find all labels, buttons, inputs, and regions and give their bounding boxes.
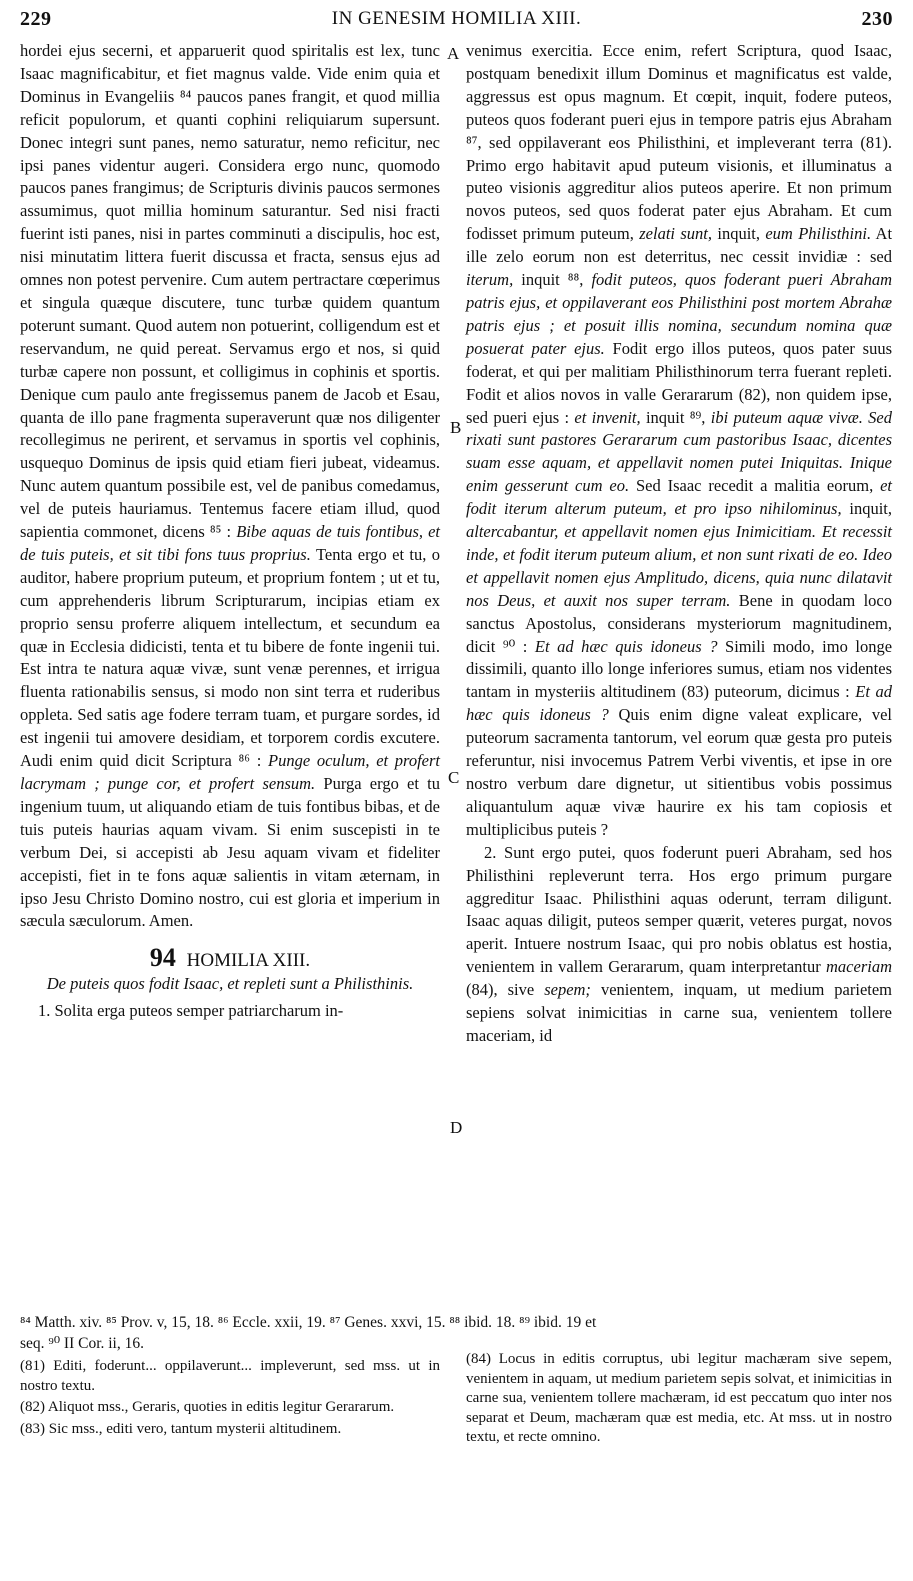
right-text-b: inquit, xyxy=(717,224,760,244)
homily-number: 94 xyxy=(149,943,176,973)
editorial-notes-right xyxy=(466,1350,892,1450)
right-text-k: Quis enim digne valeat explicare, vel puteorum sacramenta tantorum, vel eorum quæ gesta pro puteis referuntur, nisi invocemus Patrem Verbi viventis, et ipse in ore nostro verbum dare dignetur, ut sitientibus vobis possimus aliquantulum aquæ vivæ haurire ex his tam copiosis et multiplicibus puteis ? xyxy=(466,705,893,839)
column-marker-b: B xyxy=(450,418,462,437)
note-83-italic: tantum mysterii altitudinem. xyxy=(170,1420,342,1437)
column-marker-a: A xyxy=(447,44,460,63)
right-italic-10: Et ad hæc quis idoneus ? xyxy=(466,682,892,725)
note-82-text-2: quoties in editis legitur xyxy=(183,1399,322,1415)
left-text-1: hordei ejus secerni, et apparuerit quod spiritalis est lex, tunc Isaac magnificabitur, et fiet magnus valde. Vide enim quia et Dominus in Evangeliis ⁸⁴ paucos panes frangit, et quod millia reficit populorum, et quanti cophini reliquiarum supersunt. Donec integri sunt panes, nemo saturatur, nemo reficitur, nec ipsi panes videntur augeri. Considera ergo nunc, quomodo paucos panes frangimus; de Scripturis divinis paucos sermones assumimus, quot millia hominum saturantur. Sed nisi fracti fuerint isti panes, nisi in partes comminuti a discipulis, hoc est, nisi minutatim littera fuerit discussa et fracta, sensus ejus ad omnes non potest pervenire. Cum autem pertractare cœperimus et singula quæque discutere, tunc turbæ quidem quantum poterunt sumant. Quod autem non potuerint, colligendum est et reservandum, ne quid pereat. Servamus ergo et nos, si quid turbæ capere non possunt, et colligimus in cophinis et sportis. Denique cum paulo ante fregissemus panem de Jacob et Esau, quanta de illo pane fragmenta superaverunt quæ nos diligenter recollegimus ne perirent, et servamus in sportis vel cophinis, usquequo Dominus de ipsis quid etiam fieri jubeat, videamus. Nunc autem quantum possibile est, vel de panibus comedamus, vel de puteis hauriamus. Tentemus facere etiam illud, quod sapientia commonet, dicens ⁸⁵ : xyxy=(20,41,440,542)
scripture-footnotes-line-2: seq. ⁹⁰ II Cor. ii, 16. xyxy=(20,1335,144,1352)
note-84-text: (84) Locus in editis corruptus, ubi legitur xyxy=(466,1351,737,1367)
right-italic-1: zelati sunt, xyxy=(639,224,712,244)
note-84-italic: machæram sive sepem, venientem in aquam, ut medium parietem sepis solvat, et inimicitias in carne sua, venientem tollere machæram, id est peccatum quo inter nos separat et Deum, machæram quæ est media, xyxy=(466,1351,892,1426)
left-paragraph xyxy=(20,40,440,933)
right-italic-6: ibi puteum aquæ vivæ. Sed rixati sunt pastores Gerararum cum pastoribus Isaac, dicentes suam esse aquam, et appellavit nomen putei Iniquitas. Inique enim gesserunt cum eo. xyxy=(466,407,893,496)
section-1-start: 1. Solita erga puteos semper patriarcharum in- xyxy=(38,1001,344,1021)
right-paragraph-1 xyxy=(466,40,892,842)
running-header xyxy=(20,8,893,38)
note-82-text: (82) Aliquot mss., xyxy=(20,1399,129,1415)
note-84-text-2: etc. At mss. ut in nostro textu, et recte omnino. xyxy=(466,1409,892,1445)
right-text-f: inquit ⁸⁹, xyxy=(645,407,706,427)
right-text-e: Fodit ergo illos puteos, quos pater suus foderat, et qui per malitiam Philisthinorum terra fuerant repleti. Fodit et alios novos in valle Gerararum (82), non quidem ipse, sed pueri ejus : xyxy=(466,338,892,427)
page-number-right: 230 xyxy=(861,8,893,30)
right-text-2c: venientem, inquam, ut medium parietem sepiens solvat inimicitias in carne sua, venientem tollere maceriam, id xyxy=(466,980,893,1045)
note-81-text: (81) Editi, xyxy=(20,1358,87,1374)
right-text-g: Sed Isaac recedit a malitia eorum, xyxy=(635,476,874,496)
editorial-notes-left xyxy=(20,1357,440,1441)
right-text-2b: (84), sive xyxy=(466,980,535,1000)
right-italic-12: sepem; xyxy=(544,980,591,1000)
right-text-a: venimus exercitia. Ecce enim, refert Scriptura, quod Isaac, postquam benedixit illum Dominus et magnificatus est valde, aggressus est opus magnum. Et cœpit, inquit, fodere puteos, puteos quos foderant pueri ejus in tempore patris ejus Abraham ⁸⁷, sed oppilaverant eos Philisthini, et impleverant terra (81). Primo ergo habitavit apud puteum visionis, et illuminatus a puteo visionis aggreditur alios puteos aperire. Et non primum novos puteos, sed quos foderat pater ejus Abraham. Et cum fodisset primum puteum, xyxy=(466,41,892,244)
running-title: IN GENESIM HOMILIA XIII. xyxy=(331,8,582,29)
note-82-italic: Geraris, xyxy=(132,1399,180,1415)
left-column xyxy=(20,40,440,1023)
note-82 xyxy=(20,1398,440,1418)
right-text-d: inquit ⁸⁸, xyxy=(521,270,584,290)
homily-subtitle: De puteis quos fodit Isaac, et repleti sunt a Philisthinis. xyxy=(46,974,414,994)
column-marker-d: D xyxy=(450,1118,463,1137)
right-italic-3: iterum, xyxy=(466,270,514,290)
right-column xyxy=(466,40,892,1048)
right-text-i: Bene in quodam loco sanctus Apostolus, considerans mysteriorum magnitudinem, dicit ⁹⁰ : xyxy=(466,590,892,656)
right-italic-4: fodit puteos, quos foderant pueri Abraham patris ejus, et oppilaverant eos Philisthini post mortem Abrahæ patris ejus ; et posuit illis nomina, secundum nomina quæ posuerat pater ejus. xyxy=(466,270,893,358)
left-text-3: Purga ergo et tu ingenium tuum, ut aliquando etiam de tuis fontibus bibas, et de tuis puteis haurias aquam vivam. Si enim suscepisti in te verbum Dei, si accepisti ab Jesu aquam vivam et fideliter accepisti, fiet in te fons aquæ salientis in vitam æternam, in ipso Jesu Christo Domino nostro, cui est gloria et imperium in sæcula sæculorum. Amen. xyxy=(20,774,440,931)
note-81-italic: foderunt... oppilaverunt... impleverunt, xyxy=(94,1358,337,1374)
page-number-left: 229 xyxy=(20,8,52,30)
note-81-text-2: sed mss. ut in nostro textu. xyxy=(20,1358,441,1394)
scripture-footnotes-line-1: ⁸⁴ Matth. xiv. ⁸⁵ Prov. v, 15, 18. ⁸⁶ Eccle. xxii, 19. ⁸⁷ Genes. xxvi, 15. ⁸⁸ ibid. 18. ⁸⁹ ibid. 19 et xyxy=(20,1314,597,1331)
right-italic-2: eum Philisthini. xyxy=(765,224,872,244)
note-81 xyxy=(20,1357,440,1396)
right-italic-7: et fodit iterum alterum puteum, et pro ipso nihilominus, xyxy=(466,476,893,519)
right-text-h: inquit, xyxy=(849,499,892,519)
note-84 xyxy=(466,1350,892,1448)
left-text-2: Tenta ergo et tu, o auditor, habere proprium puteum, et proprium fontem ; ut et tu, cum apprehenderis librum Scripturarum, incipias etiam ex proprio sensu proferre aliquem intellectum, et secundum ea quæ in Ecclesia didicisti, tenta et tu bibere de fonte ingenii tui. Est intra te natura aquæ vivæ, sunt venæ perennes, et irrigua fluenta rationabilis sensus, si modo non sint terra et ruderibus oppleta. Sed satis age fodere terram tuam, et purgare sordes, id est ingenii tui amovere desidiam, et torporem cordis excutere. Audi enim quid dicit Scriptura ⁸⁶ : xyxy=(20,544,441,771)
quote-proverbs: Bibe aquas de tuis fontibus, et de tuis puteis, et sit tibi fons tuus proprius. xyxy=(20,522,441,564)
quote-ecclesiasticus: Punge oculum, et profert lacrymam ; punge cor, et profert sensum. xyxy=(20,751,440,793)
right-italic-5: et invenit, xyxy=(574,407,641,427)
right-italic-9: Et ad hæc quis idoneus ? xyxy=(534,636,718,656)
note-83 xyxy=(20,1420,440,1440)
homily-heading xyxy=(20,945,440,974)
note-82-italic-2: Gerararum. xyxy=(325,1399,395,1415)
right-italic-11: maceriam xyxy=(826,957,892,977)
right-text-j: Simili modo, imo longe dissimili, quanto illo longe inferiores sumus, etiam nos videntes tantam in mysteriis altitudinem (83) puteorum, dicimus : xyxy=(466,636,893,702)
right-paragraph-2 xyxy=(466,842,892,1048)
column-marker-c: C xyxy=(448,768,460,787)
note-83-text: (83) Sic mss., editi vero, xyxy=(20,1420,168,1437)
homily-title: HOMILIA XIII. xyxy=(186,950,311,972)
scripture-footnotes xyxy=(20,1312,892,1354)
right-text-2a: 2. Sunt ergo putei, quos foderunt pueri Abraham, sed hos Philisthini repleverunt terra. Hos ergo primum purgare aggreditur Isaac. Philisthini aquas oderunt, terram diligunt. Isaac aquas diligit, puteos semper quærit, veteres purgat, novos aperit. Intuere nostrum Isaac, qui pro nobis oblatus est hostia, venientem in vallem Gerararum, quam interpretantur xyxy=(466,842,892,977)
right-italic-8: altercabantur, et appellavit nomen ejus Inimicitiam. Et recessit inde, et fodit iterum puteum alium, et non sunt rixati de eo. Ideo et appellavit nomen ejus Amplitudo, dicens, quia nunc dilatavit nos Deus, et auxit nos super terram. xyxy=(466,522,892,610)
right-text-c: At ille zelo eorum non est deterritus, nec cessit invidiæ : sed xyxy=(466,224,893,267)
